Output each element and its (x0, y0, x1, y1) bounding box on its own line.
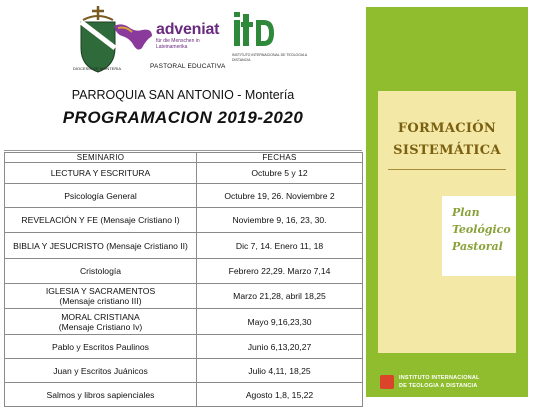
table-header-row (5, 153, 363, 163)
table-row (5, 309, 363, 335)
schedule-table (4, 152, 363, 407)
cover-subtitle-line1: Plan (452, 206, 480, 219)
course-cell: Psicología General (5, 184, 197, 208)
cover-title-line1: FORMACIÓN (397, 121, 497, 136)
table-row (5, 383, 363, 407)
adveniat-tagline: für die Menschen in Lateinamerika (156, 38, 200, 50)
dates-cell: Octubre 5 y 12 (197, 163, 363, 184)
adveniat-map-icon (112, 22, 154, 52)
adveniat-wordmark: adveniat (156, 21, 220, 38)
cover-institute-line1: INSTITUTO INTERNACIONAL (399, 375, 480, 381)
cover-divider (388, 169, 506, 170)
dates-cell: Agosto 1,8, 15,22 (197, 383, 363, 407)
dates-cell: Febrero 22,29. Marzo 7,14 (197, 259, 363, 284)
cover-institute-line2: DE TEOLOGIA A DISTANCIA (399, 383, 478, 389)
course-cell: Salmos y libros sapienciales (5, 383, 197, 407)
cover-subtitle-line3: Pastoral (452, 240, 503, 253)
course-cell: IGLESIA Y SACRAMENTOS (Mensaje cristiano III) (5, 284, 197, 309)
cover-panel (378, 91, 516, 353)
course-cell: Cristología (5, 259, 197, 284)
table-row (5, 335, 363, 359)
parish-title: PARROQUIA SAN ANTONIO - Montería (71, 88, 295, 102)
iitd-caption: INSTITUTO INTERNACIONAL DE TEOLOGIA A DISTANCIA (232, 53, 308, 62)
course-cell: Juan y Escritos Juánicos (5, 359, 197, 383)
dates-cell: Julio 4,11, 18,25 (197, 359, 363, 383)
column-header-seminario: SEMINARIO (5, 153, 197, 163)
cover-subtitle-line2: Teológico (452, 223, 511, 236)
institute-logo-icon (380, 375, 394, 389)
course-cell: Pablo y Escritos Paulinos (5, 335, 197, 359)
course-cell: MORAL CRISTIANA (Mensaje Cristiano Iv) (5, 309, 197, 335)
table-row (5, 184, 363, 208)
dates-cell: Noviembre 9, 16, 23, 30. (197, 208, 363, 233)
table-row (5, 208, 363, 233)
course-cell: LECTURA Y ESCRITURA (5, 163, 197, 184)
dates-cell: Marzo 21,28, abril 18,25 (197, 284, 363, 309)
table-row (5, 359, 363, 383)
cover-subtitle-box (442, 196, 516, 276)
dates-cell: Dic 7, 14. Enero 11, 18 (197, 233, 363, 259)
pastoral-educativa-caption: PASTORAL EDUCATIVA (150, 63, 226, 70)
dates-cell: Mayo 9,16,23,30 (197, 309, 363, 335)
program-title: PROGRAMACION 2019-2020 (62, 108, 304, 127)
course-cell: BIBLIA Y JESUCRISTO (Mensaje Cristiano II) (5, 233, 197, 259)
dates-cell: Junio 6,13,20,27 (197, 335, 363, 359)
book-cover (366, 7, 528, 397)
cover-title-line2: SISTEMÁTICA (393, 143, 501, 158)
divider (4, 150, 362, 151)
table-row (5, 284, 363, 309)
table-row (5, 163, 363, 184)
header (4, 84, 362, 146)
dates-cell: Octubre 19, 26. Noviembre 2 (197, 184, 363, 208)
table-row (5, 259, 363, 284)
column-header-fechas: FECHAS (197, 153, 363, 163)
course-cell: REVELACIÓN Y FE (Mensaje Cristiano I) (5, 208, 197, 233)
iitd-logo-icon (232, 12, 276, 48)
logo-strip (0, 0, 362, 82)
diocese-caption: DIOCESIS DE MONTERIA (72, 66, 121, 71)
table-row (5, 233, 363, 259)
